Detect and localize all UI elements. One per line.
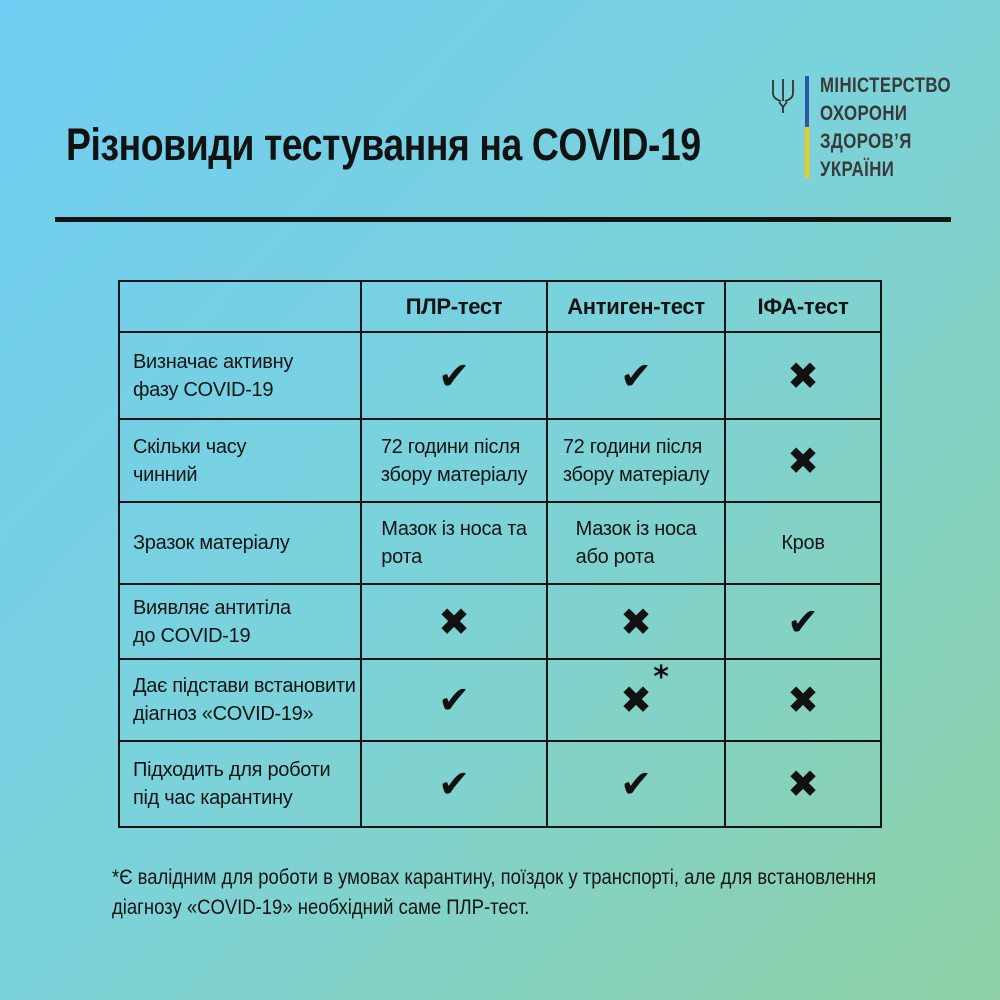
ministry-name [820, 72, 951, 184]
table-cell [548, 333, 726, 420]
cross-icon: ✖ * [620, 660, 669, 722]
table-cell [726, 420, 880, 503]
title-divider [55, 217, 951, 222]
flag-bar-icon [805, 76, 809, 178]
value-text: Мазок із носа або рота [575, 518, 697, 568]
table-cell [362, 333, 548, 420]
table-cell [548, 742, 726, 826]
ministry-name-line: ОХОРОНИ [820, 102, 908, 125]
check-icon: ✔ [787, 599, 819, 644]
table-cell [726, 742, 880, 826]
check-icon: ✔ [438, 762, 470, 806]
row-label-text: Дає підстави встановити діагноз «COVID-19» [133, 675, 356, 725]
footnote-line: діагнозу «COVID-19» необхідний саме ПЛР-тест. [112, 896, 530, 919]
row-label-text: Зразок матеріалу [133, 532, 290, 554]
trident-icon [770, 78, 796, 114]
row-label [120, 503, 362, 585]
table-cell [726, 333, 880, 420]
ministry-name-line: МІНІСТЕРСТВО [820, 74, 951, 97]
cross-icon: ✖ [787, 353, 819, 398]
table-cell [726, 585, 880, 660]
table-cell [362, 742, 548, 826]
table-cell [548, 503, 726, 585]
row-label [120, 333, 362, 420]
check-icon: ✔ [620, 353, 652, 398]
table-cell [362, 660, 548, 742]
table-corner-cell [120, 282, 362, 333]
row-label [120, 742, 362, 826]
column-header: ПЛР-тест [362, 282, 548, 333]
table-cell [362, 585, 548, 660]
row-label-text: Підходить для роботи під час карантину [133, 759, 331, 809]
row-label [120, 585, 362, 660]
footnote-line: *Є валідним для роботи в умовах карантину, поїздок у транспорті, але для встановлення [112, 866, 877, 889]
table-cell [548, 660, 726, 742]
table-cell [726, 503, 880, 585]
cross-icon: ✖ [620, 599, 652, 644]
row-label [120, 660, 362, 742]
value-text: Кров [781, 532, 825, 554]
table-cell [548, 420, 726, 503]
row-label-text: Скільки часу чинний [133, 435, 247, 486]
row-label-text: Визначає активну фазу COVID-19 [133, 350, 294, 401]
value-text: 72 години після збору матеріалу [380, 435, 528, 486]
comparison-table [118, 280, 882, 828]
cross-icon: ✖ [787, 438, 819, 483]
value-text: 72 години після збору матеріалу [562, 435, 710, 486]
column-header: ІФА-тест [726, 282, 880, 333]
table-cell [726, 660, 880, 742]
asterisk-marker: * [653, 660, 669, 695]
table-cell [548, 585, 726, 660]
cross-icon: ✖ [438, 599, 470, 644]
row-label-text: Виявляє антитіла до COVID-19 [133, 596, 291, 647]
check-icon: ✔ [620, 762, 652, 806]
table-cell [362, 420, 548, 503]
column-header: Антиген-тест [548, 282, 726, 333]
row-label [120, 420, 362, 503]
check-icon: ✔ [438, 353, 470, 398]
page-title: Різновиди тестування на COVID-19 [66, 119, 701, 170]
footnote [112, 863, 876, 923]
value-text: Мазок із носа та рота [381, 518, 527, 568]
cross-icon: ✖ [787, 762, 819, 806]
cross-icon: ✖ [787, 678, 819, 722]
table-cell [362, 503, 548, 585]
check-icon: ✔ [438, 678, 470, 722]
ministry-name-line: УКРАЇНИ [820, 158, 895, 181]
ministry-name-line: ЗДОРОВ’Я [820, 130, 912, 153]
